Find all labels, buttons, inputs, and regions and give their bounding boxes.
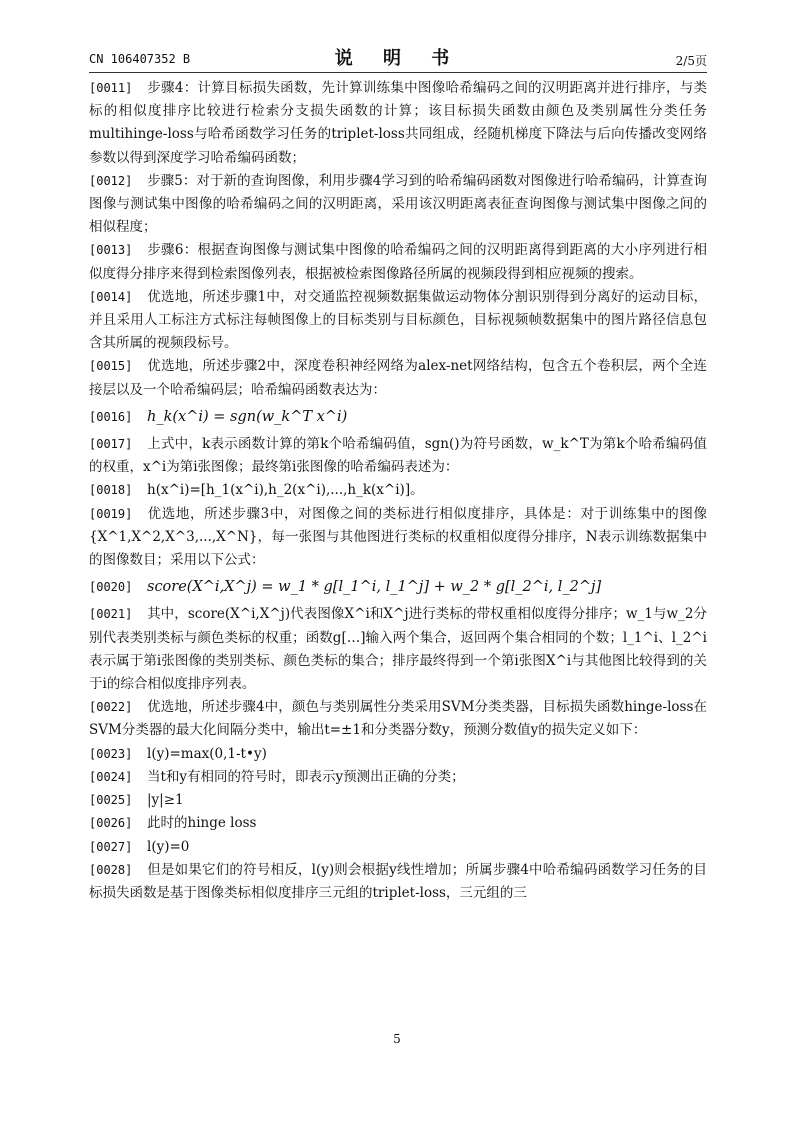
paragraph-number: [0025] xyxy=(89,793,133,808)
paragraph-number: [0018] xyxy=(89,483,133,498)
paragraph-number: [0022] xyxy=(89,700,133,715)
paragraph xyxy=(89,766,707,789)
paragraph-text: 优选地，所述步骤4中，颜色与类别属性分类采用SVM分类类器，目标损失函数hinge-loss在SVM分类器的最大化间隔分类中，输出t=±1和分类器分数y，预测分数值y的损失定义如下： xyxy=(89,699,707,739)
paragraph-text: 步骤5：对于新的查询图像，利用步骤4学习到的哈希编码函数对图像进行哈希编码，计算查询图像与测试集中图像的哈希编码之间的汉明距离，采用该汉明距离表征查询图像与测试集中图像之间的相似程度； xyxy=(89,172,707,236)
paragraph-number: [0024] xyxy=(89,769,133,784)
paragraph xyxy=(89,836,707,859)
paragraph xyxy=(89,406,707,429)
paragraph xyxy=(89,286,707,356)
paragraph xyxy=(89,812,707,835)
paragraph-number: [0016] xyxy=(89,409,133,424)
formula: score(X^i,X^j) = w_1 * g[l_1^i, l_1^j] + w_2 * g[l_2^i, l_2^j] xyxy=(147,579,602,596)
paragraph xyxy=(89,77,707,170)
paragraph-text: 上式中，k表示函数计算的第k个哈希编码值，sgn()为符号函数，w_k^T为第k个哈希编码值的权重，x^i为第i张图像；最终第i张图像的哈希编码表述为： xyxy=(89,436,707,476)
document-body xyxy=(89,77,707,905)
paragraph-text: 当t和y有相同的符号时，即表示y预测出正确的分类； xyxy=(147,768,465,785)
paragraph-number: [0017] xyxy=(89,437,133,452)
page-header xyxy=(89,44,707,70)
paragraph xyxy=(89,170,707,240)
header-divider xyxy=(89,72,707,73)
paragraph-number: [0027] xyxy=(89,839,133,854)
paragraph-text: 步骤4：计算目标损失函数，先计算训练集中图像哈希编码之间的汉明距离并进行排序，与类标的相似度排序比较进行检索分支损失函数的计算；该目标损失函数由颜色及类别属性分类任务multihinge-loss与哈希函数学习任务的triplet-loss共同组成，经随机梯度下降法与后向传播改变网络参数以得到深度学习哈希编码函数； xyxy=(89,80,707,166)
paragraph-text: h(x^i)=[h_1(x^i),h_2(x^i),...,h_k(x^i)]。 xyxy=(147,482,424,499)
paragraph xyxy=(89,743,707,766)
paragraph-text: 但是如果它们的符号相反，l(y)则会根据y线性增加；所属步骤4中哈希编码函数学习任务的目标损失函数是基于图像类标相似度排序三元组的triplet-loss，三元组的三 xyxy=(89,861,707,901)
paragraph-text: 此时的hinge loss xyxy=(147,815,257,832)
paragraph-number: [0026] xyxy=(89,816,133,831)
paragraph-number: [0019] xyxy=(89,506,133,521)
page-number: 5 xyxy=(393,1032,401,1046)
patent-number: CN 106407352 B xyxy=(89,52,191,66)
paragraph-number: [0021] xyxy=(89,607,133,622)
paragraph xyxy=(89,503,707,573)
paragraph xyxy=(89,696,707,742)
paragraph xyxy=(89,789,707,812)
document-title: 说 明 书 xyxy=(334,48,462,69)
paragraph xyxy=(89,355,707,401)
paragraph-text: 优选地，所述步骤1中，对交通监控视频数据集做运动物体分割识别得到分离好的运动目标，并且采用人工标注方式标注每帧图像上的目标类别与目标颜色，目标视频帧数据集中的图片路径信息包含其所属的视频段标号。 xyxy=(89,288,707,352)
paragraph-number: [0015] xyxy=(89,359,133,374)
paragraph xyxy=(89,433,707,479)
paragraph-text: 步骤6：根据查询图像与测试集中图像的哈希编码之间的汉明距离得到距离的大小序列进行相似度得分排序来得到检索图像列表，根据被检索图像路径所属的视频段得到相应视频的搜索。 xyxy=(89,242,707,282)
paragraph-text: l(y)=max(0,1-t•y) xyxy=(147,745,267,762)
paragraph-number: [0028] xyxy=(89,862,133,877)
paragraph-text: l(y)=0 xyxy=(147,838,190,855)
paragraph xyxy=(89,859,707,905)
paragraph-number: [0013] xyxy=(89,243,133,258)
paragraph-text: |y|≥1 xyxy=(147,792,184,809)
paragraph xyxy=(89,603,707,696)
paragraph-number: [0011] xyxy=(89,81,133,95)
page-count: 2/5页 xyxy=(675,54,707,68)
paragraph-text: 其中，score(X^i,X^j)代表图像X^i和X^j进行类标的带权重相似度得分排序；w_1与w_2分别代表类别类标与颜色类标的权重；函数g[…]输入两个集合，返回两个集合相同的个数；l_1^i、l_2^i表示属于第i张图像的类别类标、颜色类标的集合；排序最终得到一个第i张图X^i与其他图比较得到的关于i的综合相似度排序列表。 xyxy=(89,606,707,693)
formula: h_k(x^i) = sgn(w_k^T x^i) xyxy=(147,408,348,425)
paragraph-number: [0023] xyxy=(89,746,133,761)
paragraph-text: 优选地，所述步骤2中，深度卷积神经网络为alex-net网络结构，包含五个卷积层，两个全连接层以及一个哈希编码层；哈希编码函数表达为： xyxy=(89,358,707,398)
paragraph xyxy=(89,479,707,502)
paragraph xyxy=(89,239,707,285)
paragraph-number: [0020] xyxy=(89,580,133,595)
paragraph-number: [0012] xyxy=(89,173,133,188)
paragraph-text: 优选地，所述步骤3中，对图像之间的类标进行相似度排序，具体是：对于训练集中的图像{X^1,X^2,X^3,...,X^N}，每一张图与其他图进行类标的权重相似度得分排序，N表示训练数据集中的图像数目；采用以下公式： xyxy=(89,505,707,569)
paragraph-number: [0014] xyxy=(89,289,133,304)
paragraph xyxy=(89,576,707,599)
